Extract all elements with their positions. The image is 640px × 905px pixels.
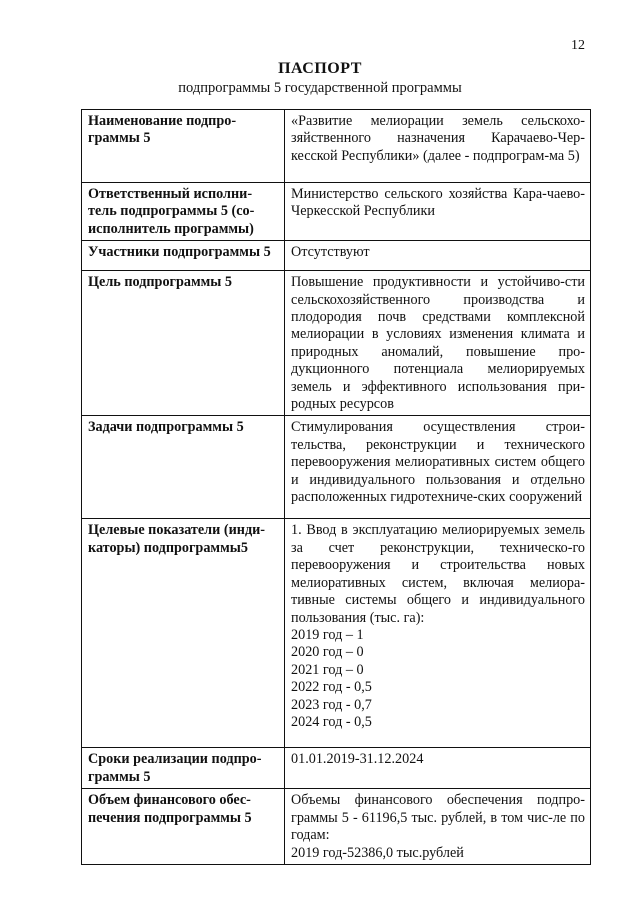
table-row (82, 241, 591, 271)
row-label-goal: Цель подпрограммы 5 (82, 271, 285, 416)
row-value-tasks: Стимулирования осуществления строи-тельства, реконструкции и технического перевооружения мелиоративных систем общего и индивидуального пользования и отдельно расположенных гидротехниче-ских сооружений (285, 416, 591, 519)
table-row (82, 519, 591, 748)
table-row (82, 748, 591, 789)
row-value-name: «Развитие мелиорации земель сельскохо-зяйственного назначения Карачаево-Чер-кесской Республики» (далее - подпрограм-ма 5) (285, 110, 591, 183)
table-row (82, 416, 591, 519)
row-label-terms: Сроки реализации подпро-граммы 5 (82, 748, 285, 789)
row-value-terms: 01.01.2019-31.12.2024 (285, 748, 591, 789)
target-year-2019: 2019 год – 1 (291, 626, 364, 643)
target-year-2020: 2020 год – 0 (291, 644, 364, 661)
targets-intro: 1. Ввод в эксплуатацию мелиорируемых земель за счет реконструкции, техническо-го перевооружения и строительства новых мелиоративных систем, включая мелиора-тивные системы общего и индивидуального пользования (тыс. га): (291, 522, 585, 626)
target-year-2024: 2024 год - 0,5 (291, 713, 372, 730)
row-value-executor: Министерство сельского хозяйства Кара-чаево-Черкесской Республики (285, 183, 591, 241)
page-number: 12 (571, 38, 585, 53)
financing-2019: 2019 год-52386,0 тыс.рублей (291, 844, 464, 861)
passport-table (81, 109, 591, 865)
row-label-tasks: Задачи подпрограммы 5 (82, 416, 285, 519)
target-year-2021: 2021 год – 0 (291, 661, 364, 678)
table-row (82, 110, 591, 183)
row-label-financing: Объем финансового обес-печения подпрограммы 5 (82, 789, 285, 865)
table-row (82, 789, 591, 865)
table-row (82, 271, 591, 416)
financing-text: Объемы финансового обеспечения подпро-граммы 5 - 61196,5 тыс. рублей, в том чис-ле по годам: (291, 792, 585, 844)
table-row (82, 183, 591, 241)
target-year-2022: 2022 год - 0,5 (291, 679, 372, 696)
row-label-executor: Ответственный исполни-тель подпрограммы 5 (со-исполнитель программы) (82, 183, 285, 241)
row-label-participants: Участники подпрограммы 5 (82, 241, 285, 271)
row-label-targets: Целевые показатели (инди-каторы) подпрограммы5 (82, 519, 285, 748)
row-label-name: Наименование подпро-граммы 5 (82, 110, 285, 183)
row-value-goal: Повышение продуктивности и устойчиво-сти сельскохозяйственного производства и плодородия почв средствами комплексной мелиорации в условиях изменения климата и природных аномалий, повышение про-дукционного потенциала мелиорируемых земель и эффективного использования при-родных ресурсов (285, 271, 591, 416)
row-value-financing (285, 789, 591, 865)
document-subtitle: подпрограммы 5 государственной программы (178, 80, 462, 96)
row-value-participants: Отсутствуют (285, 241, 591, 271)
row-value-targets (285, 519, 591, 748)
document-title: ПАСПОРТ (278, 60, 362, 77)
target-year-2023: 2023 год - 0,7 (291, 696, 372, 713)
